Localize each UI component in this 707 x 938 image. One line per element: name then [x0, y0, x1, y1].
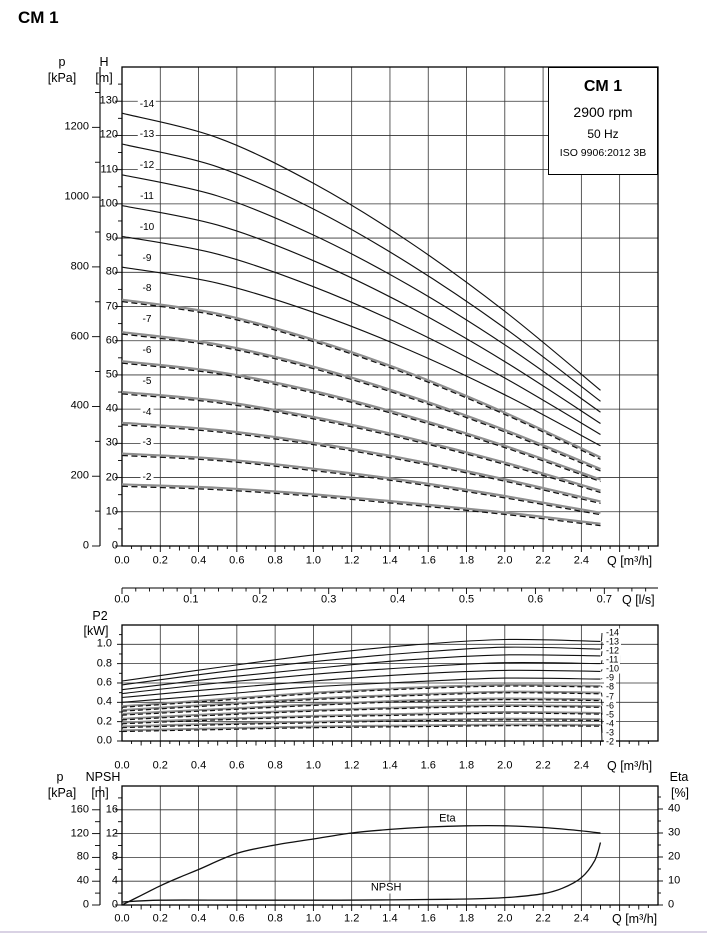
annotation-npsh: NPSH: [370, 881, 402, 894]
p2-x-tick-label: 1.2: [344, 759, 360, 772]
page-footer-line: [0, 931, 707, 933]
p2-curve-label: -2: [606, 736, 615, 747]
eta-tick-label: 20: [668, 850, 681, 863]
h-tick-label: 90: [105, 231, 118, 244]
p2-x-tick-label: 2.2: [535, 759, 551, 772]
npsh-p-tick-label: 80: [76, 850, 89, 863]
p2-x-tick-label: 1.0: [305, 759, 322, 772]
curve-label: -13: [139, 129, 155, 141]
curve-label: -12: [139, 160, 155, 172]
curve-label: -2: [142, 471, 152, 483]
h-tick-label: 0: [111, 539, 118, 552]
p-tick-label: 400: [70, 399, 89, 412]
info-box: [548, 67, 658, 175]
head-p-axis-unit: [kPa]: [47, 70, 77, 85]
p2-x-tick-label: 1.4: [382, 759, 398, 772]
x-tick-label: 2.0: [497, 554, 513, 567]
npsh-x-tick-label: 1.0: [305, 912, 322, 925]
p2-y-tick-label: 1.0: [96, 637, 112, 650]
p2-curve-label: -9: [606, 672, 615, 683]
npsh-x-tick-label: 2.4: [573, 912, 590, 925]
npsh-y-tick-label: 16: [105, 803, 118, 816]
p2-x-axis-unit: Q [m³/h]: [607, 758, 653, 773]
head-h-axis-name: H: [99, 54, 109, 69]
x-tick-label: 1.2: [344, 554, 360, 567]
curve-label: -4: [142, 406, 152, 418]
h-tick-label: 10: [105, 505, 118, 518]
h-tick-label: 100: [99, 197, 118, 210]
npsh-x-tick-label: 2.0: [497, 912, 513, 925]
x-tick-label: 1.4: [382, 554, 398, 567]
p-tick-label: 1200: [64, 120, 89, 133]
h-tick-label: 70: [105, 300, 118, 312]
h-tick-label: 50: [105, 368, 118, 381]
eta-axis-name: Eta: [669, 769, 689, 784]
x-tick-label: 2.2: [535, 554, 551, 567]
p2-curve-label: -8: [606, 681, 615, 692]
p2-x-tick-label: 1.6: [420, 759, 436, 772]
npsh-x-axis-unit: Q [m³/h]: [612, 911, 658, 926]
p2-curve-label: -11: [606, 654, 619, 665]
p-tick-label: 1000: [64, 190, 89, 203]
p2-curve-label: -13: [606, 636, 620, 647]
p2-curve-label: -12: [606, 645, 620, 656]
npsh-x-tick-label: 0.0: [114, 912, 130, 925]
h-tick-label: 30: [105, 436, 118, 449]
x2-tick-label: 0.2: [252, 593, 268, 606]
h-tick-label: 120: [99, 128, 118, 141]
p2-curve-label: -5: [606, 709, 615, 720]
p-tick-label: 200: [70, 469, 89, 482]
p2-axis-name: P2: [92, 608, 108, 623]
npsh-p-tick-label: 0: [82, 898, 89, 911]
p2-curve-label: -3: [606, 727, 615, 738]
eta-tick-label: 0: [668, 898, 675, 911]
p2-curve-label: -14: [606, 627, 620, 638]
info-box-standard: ISO 9906:2012 3B: [559, 147, 647, 159]
npsh-x-tick-label: 1.4: [382, 912, 398, 925]
npsh-x-tick-label: 0.4: [190, 912, 207, 925]
npsh-y-tick-label: 12: [105, 827, 118, 840]
p2-x-tick-label: 2.4: [573, 759, 590, 772]
x-tick-label: 1.8: [458, 554, 475, 567]
p2-x-tick-label: 0.6: [229, 759, 245, 772]
h-tick-label: 130: [99, 94, 118, 107]
curve-label: -11: [140, 191, 154, 203]
p2-y-tick-label: 0.4: [96, 695, 112, 708]
curve-label: -8: [142, 283, 152, 295]
x-tick-label: 0.0: [114, 554, 130, 567]
p2-y-tick-label: 0.0: [96, 734, 112, 747]
head-h-axis-unit: [m]: [95, 70, 113, 85]
x-tick-label: 1.6: [420, 554, 436, 567]
curve-label: -7: [142, 314, 152, 326]
x2-tick-label: 0.4: [389, 593, 406, 606]
npsh-p-tick-label: 160: [70, 803, 89, 816]
h-tick-label: 40: [105, 402, 118, 415]
info-box-speed: 2900 rpm: [573, 104, 633, 120]
npsh-x-tick-label: 1.8: [458, 912, 475, 925]
npsh-p-tick-label: 120: [70, 827, 89, 840]
h-tick-label: 110: [100, 163, 118, 176]
npsh-axis-unit: [m]: [91, 785, 109, 800]
x-tick-label: 2.4: [573, 554, 590, 567]
npsh-x-tick-label: 0.6: [229, 912, 245, 925]
p2-curve-label: -4: [606, 718, 615, 729]
curve-label: -10: [139, 221, 155, 233]
npsh-p-tick-label: 40: [76, 874, 89, 887]
x2-tick-label: 0.1: [183, 593, 199, 606]
curve-label: -5: [142, 375, 152, 387]
x-tick-label: 0.4: [190, 554, 207, 567]
x2-tick-label: 0.3: [321, 593, 337, 606]
p2-x-tick-label: 0.0: [114, 759, 130, 772]
x2-tick-label: 0.0: [114, 593, 130, 606]
h-tick-label: 80: [105, 265, 118, 278]
npsh-x-tick-label: 1.2: [344, 912, 360, 925]
eta-tick-label: 10: [668, 874, 681, 887]
npsh-x-tick-label: 2.2: [535, 912, 551, 925]
p2-y-tick-label: 0.6: [96, 676, 112, 689]
npsh-y-tick-label: 0: [111, 898, 118, 911]
p2-curve-label: -10: [606, 663, 620, 674]
x2-tick-label: 0.7: [596, 593, 612, 606]
x2-tick-label: 0.6: [527, 593, 544, 606]
head-x2-axis-unit: Q [l/s]: [622, 592, 655, 607]
eta-axis-unit: [%]: [670, 785, 690, 800]
annotation-eta: Eta: [439, 812, 456, 825]
head-x-axis-unit: Q [m³/h]: [607, 553, 653, 568]
info-box-frequency: 50 Hz: [587, 127, 619, 141]
p2-y-tick-label: 0.2: [96, 715, 112, 728]
p2-y-tick-label: 0.8: [96, 657, 112, 670]
curve-label: -9: [142, 252, 152, 264]
npsh-p-axis-unit: [kPa]: [47, 785, 77, 800]
npsh-x-tick-label: 1.6: [420, 912, 436, 925]
page-title: CM 1: [18, 8, 59, 27]
p2-x-tick-label: 1.8: [458, 759, 475, 772]
x2-tick-label: 0.5: [458, 593, 475, 606]
npsh-axis-name: NPSH: [85, 769, 121, 784]
npsh-y-tick-label: 8: [111, 850, 118, 863]
p2-x-tick-label: 0.4: [190, 759, 207, 772]
curve-label: -6: [142, 344, 152, 356]
curve-label: -14: [139, 98, 155, 110]
h-tick-label: 20: [105, 471, 118, 484]
head-p-axis-name: p: [58, 54, 66, 69]
p2-x-tick-label: 2.0: [497, 759, 513, 772]
npsh-x-tick-label: 0.8: [267, 912, 283, 925]
eta-tick-label: 40: [668, 802, 681, 815]
p2-axis-unit: [kW]: [83, 623, 109, 638]
curve-label: -3: [142, 437, 152, 449]
p-tick-label: 0: [82, 539, 89, 552]
p-tick-label: 600: [70, 330, 89, 343]
npsh-p-axis-name: p: [56, 769, 64, 784]
npsh-x-tick-label: 0.2: [152, 912, 168, 925]
x-tick-label: 0.6: [229, 554, 245, 567]
x-tick-label: 0.2: [152, 554, 168, 567]
p-tick-label: 800: [70, 260, 89, 273]
info-box-model: CM 1: [583, 78, 623, 95]
npsh-y-tick-label: 4: [111, 874, 118, 887]
p2-x-tick-label: 0.2: [152, 759, 168, 772]
p2-curve-label: -7: [606, 691, 615, 702]
h-tick-label: 60: [105, 334, 118, 347]
x-tick-label: 1.0: [305, 554, 322, 567]
p2-x-tick-label: 0.8: [267, 759, 283, 772]
eta-tick-label: 30: [668, 826, 681, 839]
p2-curve-label: -6: [606, 700, 615, 711]
x-tick-label: 0.8: [267, 554, 283, 567]
